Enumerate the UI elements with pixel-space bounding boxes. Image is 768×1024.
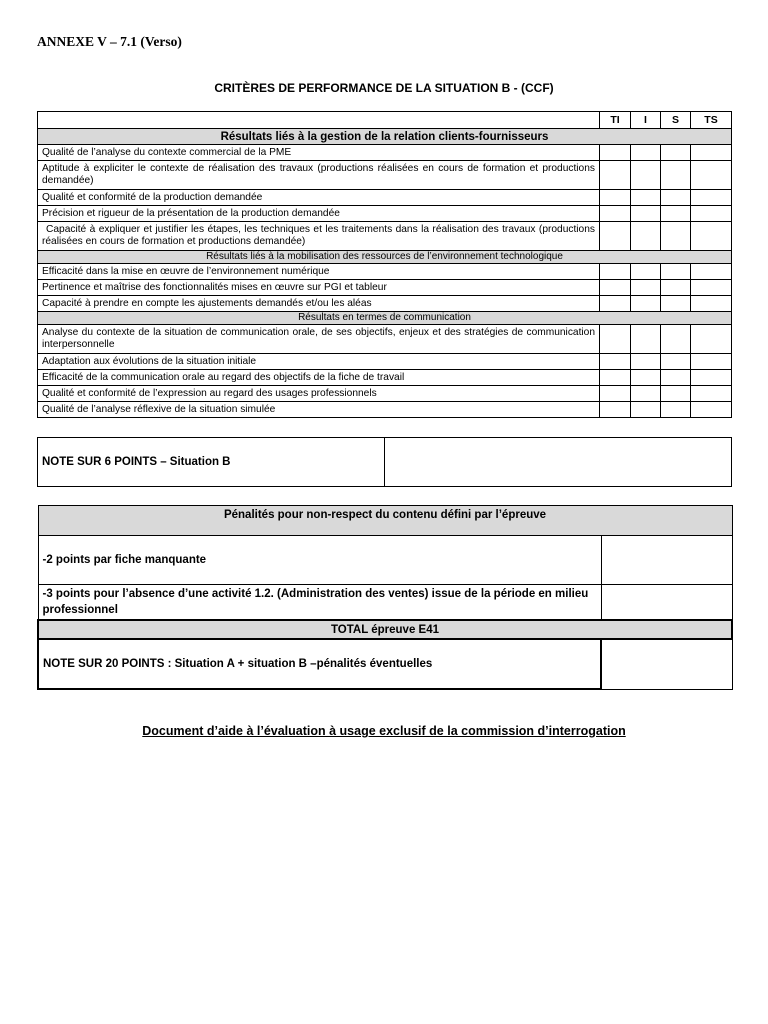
section-title-relation: Résultats liés à la gestion de la relation clients-fournisseurs <box>38 129 732 145</box>
rating-cell-ti[interactable] <box>600 280 631 296</box>
rating-cell-ts[interactable] <box>691 280 732 296</box>
rating-cell-s[interactable] <box>661 402 691 418</box>
note-situation-b-label: NOTE SUR 6 POINTS – Situation B <box>38 438 385 487</box>
section-title-technology: Résultats liés à la mobilisation des ressources de l’environnement technologique <box>38 251 732 264</box>
criterion-row <box>38 145 732 161</box>
rating-cell-i[interactable] <box>631 386 661 402</box>
criterion-row <box>38 190 732 206</box>
criterion-label: Capacité à expliquer et justifier les étapes, les techniques et les traitements dans la réalisation des travaux (productions réalisées en cours de formation et productions demandée) <box>38 222 600 251</box>
criterion-label: Qualité et conformité de la production demandée <box>38 190 600 206</box>
rating-cell-ts[interactable] <box>691 296 732 312</box>
penalties-title: Pénalités pour non-respect du contenu défini par l’épreuve <box>38 506 732 536</box>
rating-cell-s[interactable] <box>661 296 691 312</box>
criterion-label: Efficacité de la communication orale au regard des objectifs de la fiche de travail <box>38 370 600 386</box>
rating-header-s: S <box>661 112 691 129</box>
rating-cell-s[interactable] <box>661 145 691 161</box>
penalty-value[interactable] <box>601 536 732 585</box>
penalty-value[interactable] <box>601 585 732 621</box>
rating-cell-i[interactable] <box>631 190 661 206</box>
criterion-label: Qualité de l’analyse du contexte commercial de la PME <box>38 145 600 161</box>
criterion-row <box>38 222 732 251</box>
section-title-communication: Résultats en termes de communication <box>38 312 732 325</box>
rating-cell-ti[interactable] <box>600 264 631 280</box>
rating-cell-ti[interactable] <box>600 161 631 190</box>
criterion-row <box>38 206 732 222</box>
rating-cell-i[interactable] <box>631 206 661 222</box>
rating-cell-ts[interactable] <box>691 325 732 354</box>
rating-cell-ti[interactable] <box>600 222 631 251</box>
rating-cell-i[interactable] <box>631 354 661 370</box>
rating-cell-i[interactable] <box>631 280 661 296</box>
rating-cell-i[interactable] <box>631 402 661 418</box>
criterion-row <box>38 370 732 386</box>
rating-cell-ti[interactable] <box>600 296 631 312</box>
criterion-label: Qualité de l’analyse réflexive de la situation simulée <box>38 402 600 418</box>
penalty-row <box>38 536 732 585</box>
criterion-row <box>38 161 732 190</box>
criterion-label: Analyse du contexte de la situation de communication orale, de ses objectifs, enjeux et des stratégies de communication interpersonnelle <box>38 325 600 354</box>
rating-cell-ti[interactable] <box>600 402 631 418</box>
total-label: NOTE SUR 20 POINTS : Situation A + situation B –pénalités éventuelles <box>38 639 601 689</box>
criterion-row <box>38 280 732 296</box>
rating-cell-ti[interactable] <box>600 386 631 402</box>
rating-cell-ti[interactable] <box>600 206 631 222</box>
rating-cell-i[interactable] <box>631 264 661 280</box>
header-blank-cell <box>38 112 600 129</box>
criterion-row <box>38 402 732 418</box>
criterion-label: Efficacité dans la mise en œuvre de l’environnement numérique <box>38 264 600 280</box>
rating-cell-ts[interactable] <box>691 402 732 418</box>
criterion-label: Capacité à prendre en compte les ajustements demandés et/ou les aléas <box>38 296 600 312</box>
rating-cell-s[interactable] <box>661 161 691 190</box>
note-situation-b-value[interactable] <box>385 438 732 487</box>
total-header-row <box>38 620 732 639</box>
rating-cell-i[interactable] <box>631 145 661 161</box>
rating-cell-ts[interactable] <box>691 190 732 206</box>
rating-cell-s[interactable] <box>661 354 691 370</box>
rating-cell-s[interactable] <box>661 190 691 206</box>
rating-cell-ti[interactable] <box>600 145 631 161</box>
penalty-label: -2 points par fiche manquante <box>38 536 601 585</box>
rating-cell-ti[interactable] <box>600 325 631 354</box>
total-title: TOTAL épreuve E41 <box>38 620 732 639</box>
section-header-row <box>38 129 732 145</box>
footer-note: Document d’aide à l’évaluation à usage exclusif de la commission d’interrogation <box>142 724 626 738</box>
criterion-row <box>38 264 732 280</box>
total-row <box>38 639 732 689</box>
page-title: CRITÈRES DE PERFORMANCE DE LA SITUATION B - (CCF) <box>214 81 554 95</box>
rating-cell-ts[interactable] <box>691 370 732 386</box>
section-header-row <box>38 251 732 264</box>
rating-header-row <box>38 112 732 129</box>
rating-cell-s[interactable] <box>661 264 691 280</box>
criterion-row <box>38 296 732 312</box>
rating-header-ts: TS <box>691 112 732 129</box>
criterion-label: Qualité et conformité de l’expression au regard des usages professionnels <box>38 386 600 402</box>
annexe-heading: ANNEXE V – 7.1 (Verso) <box>37 34 182 49</box>
criterion-label: Adaptation aux évolutions de la situation initiale <box>38 354 600 370</box>
rating-cell-ts[interactable] <box>691 354 732 370</box>
rating-cell-s[interactable] <box>661 386 691 402</box>
total-value[interactable] <box>601 639 732 689</box>
penalties-header-row <box>38 506 732 536</box>
criterion-label: Précision et rigueur de la présentation de la production demandée <box>38 206 600 222</box>
rating-cell-s[interactable] <box>661 222 691 251</box>
penalty-row <box>38 585 732 621</box>
rating-cell-ts[interactable] <box>691 145 732 161</box>
criterion-label: Pertinence et maîtrise des fonctionnalités mises en œuvre sur PGI et tableur <box>38 280 600 296</box>
section-header-row <box>38 312 732 325</box>
rating-cell-i[interactable] <box>631 325 661 354</box>
criterion-row <box>38 354 732 370</box>
rating-cell-i[interactable] <box>631 296 661 312</box>
criterion-row <box>38 325 732 354</box>
rating-cell-s[interactable] <box>661 370 691 386</box>
criterion-label: Aptitude à expliciter le contexte de réalisation des travaux (productions réalisées en cours de formation et productions demandée) <box>38 161 600 190</box>
rating-cell-ts[interactable] <box>691 386 732 402</box>
rating-cell-ti[interactable] <box>600 370 631 386</box>
rating-cell-i[interactable] <box>631 222 661 251</box>
rating-header-ti: TI <box>600 112 631 129</box>
criteria-table <box>37 111 732 418</box>
rating-cell-s[interactable] <box>661 206 691 222</box>
rating-header-i: I <box>631 112 661 129</box>
criterion-row <box>38 386 732 402</box>
rating-cell-i[interactable] <box>631 370 661 386</box>
rating-cell-ti[interactable] <box>600 354 631 370</box>
rating-cell-ti[interactable] <box>600 190 631 206</box>
rating-cell-ts[interactable] <box>691 206 732 222</box>
rating-cell-ts[interactable] <box>691 222 732 251</box>
rating-cell-s[interactable] <box>661 325 691 354</box>
penalties-table <box>37 505 733 690</box>
penalty-label: -3 points pour l’absence d’une activité 1.2. (Administration des ventes) issue de la période en milieu professionnel <box>38 585 601 621</box>
rating-cell-i[interactable] <box>631 161 661 190</box>
note-situation-b-table <box>37 437 732 487</box>
rating-cell-ts[interactable] <box>691 264 732 280</box>
rating-cell-ts[interactable] <box>691 161 732 190</box>
rating-cell-s[interactable] <box>661 280 691 296</box>
